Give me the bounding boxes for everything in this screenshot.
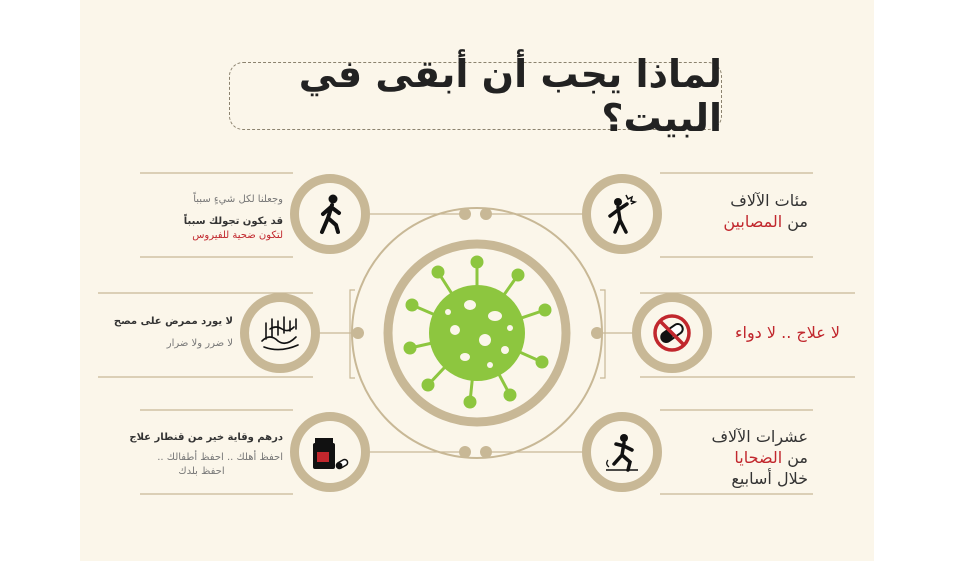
hadith-line1: لا يورد ممرض على مصح [113, 316, 233, 327]
prevention-text [120, 431, 283, 479]
prevention-line2: احفظ أهلك .. احفظ أطفالك .. [157, 452, 283, 463]
cause-quote: وجعلنا لكل شيءٍ سبباً [193, 194, 283, 205]
calligraphy-icon [256, 311, 304, 355]
infected-prefix: من [782, 212, 808, 231]
calligraphy-circle [240, 293, 320, 373]
cause-line1: قد يكون تجولك سبباً [183, 216, 283, 227]
victims-prefix: من [782, 448, 808, 467]
medicine-circle [290, 412, 370, 492]
no-treatment-text: لا علاج .. لا دواء [734, 323, 840, 342]
cause-text [120, 193, 283, 243]
victims-circle [582, 412, 662, 492]
walking-circle [290, 174, 370, 254]
infected-line1: مئات الآلاف [730, 191, 808, 210]
prevention-line3: احفظ بلدك [178, 466, 225, 477]
injured-person-icon [600, 192, 644, 236]
cause-line2: لتكون ضحية للفيروس [192, 230, 283, 241]
victims-line3: خلال أسابيع [731, 469, 808, 488]
victims-line1: عشرات الآلاف [711, 427, 808, 446]
victims-highlight: الضحايا [734, 448, 783, 467]
falling-person-icon [600, 430, 644, 474]
victims-text [668, 426, 808, 489]
hadith-line2: لا ضرر ولا ضرار [166, 338, 233, 349]
medicine-icon [308, 430, 352, 474]
prevention-line1: درهم وقاية خير من قنطار علاج [129, 432, 283, 443]
infected-highlight: المصابين [723, 212, 783, 231]
page-title: لماذا يجب أن أبقى في البيت؟ [298, 52, 722, 140]
injured-circle [582, 174, 662, 254]
infected-text [668, 190, 808, 232]
no-pills-icon [650, 311, 694, 355]
infected-line2 [668, 211, 808, 232]
hadith-text [80, 315, 233, 351]
victims-line2 [668, 447, 808, 468]
walking-person-icon [308, 192, 352, 236]
